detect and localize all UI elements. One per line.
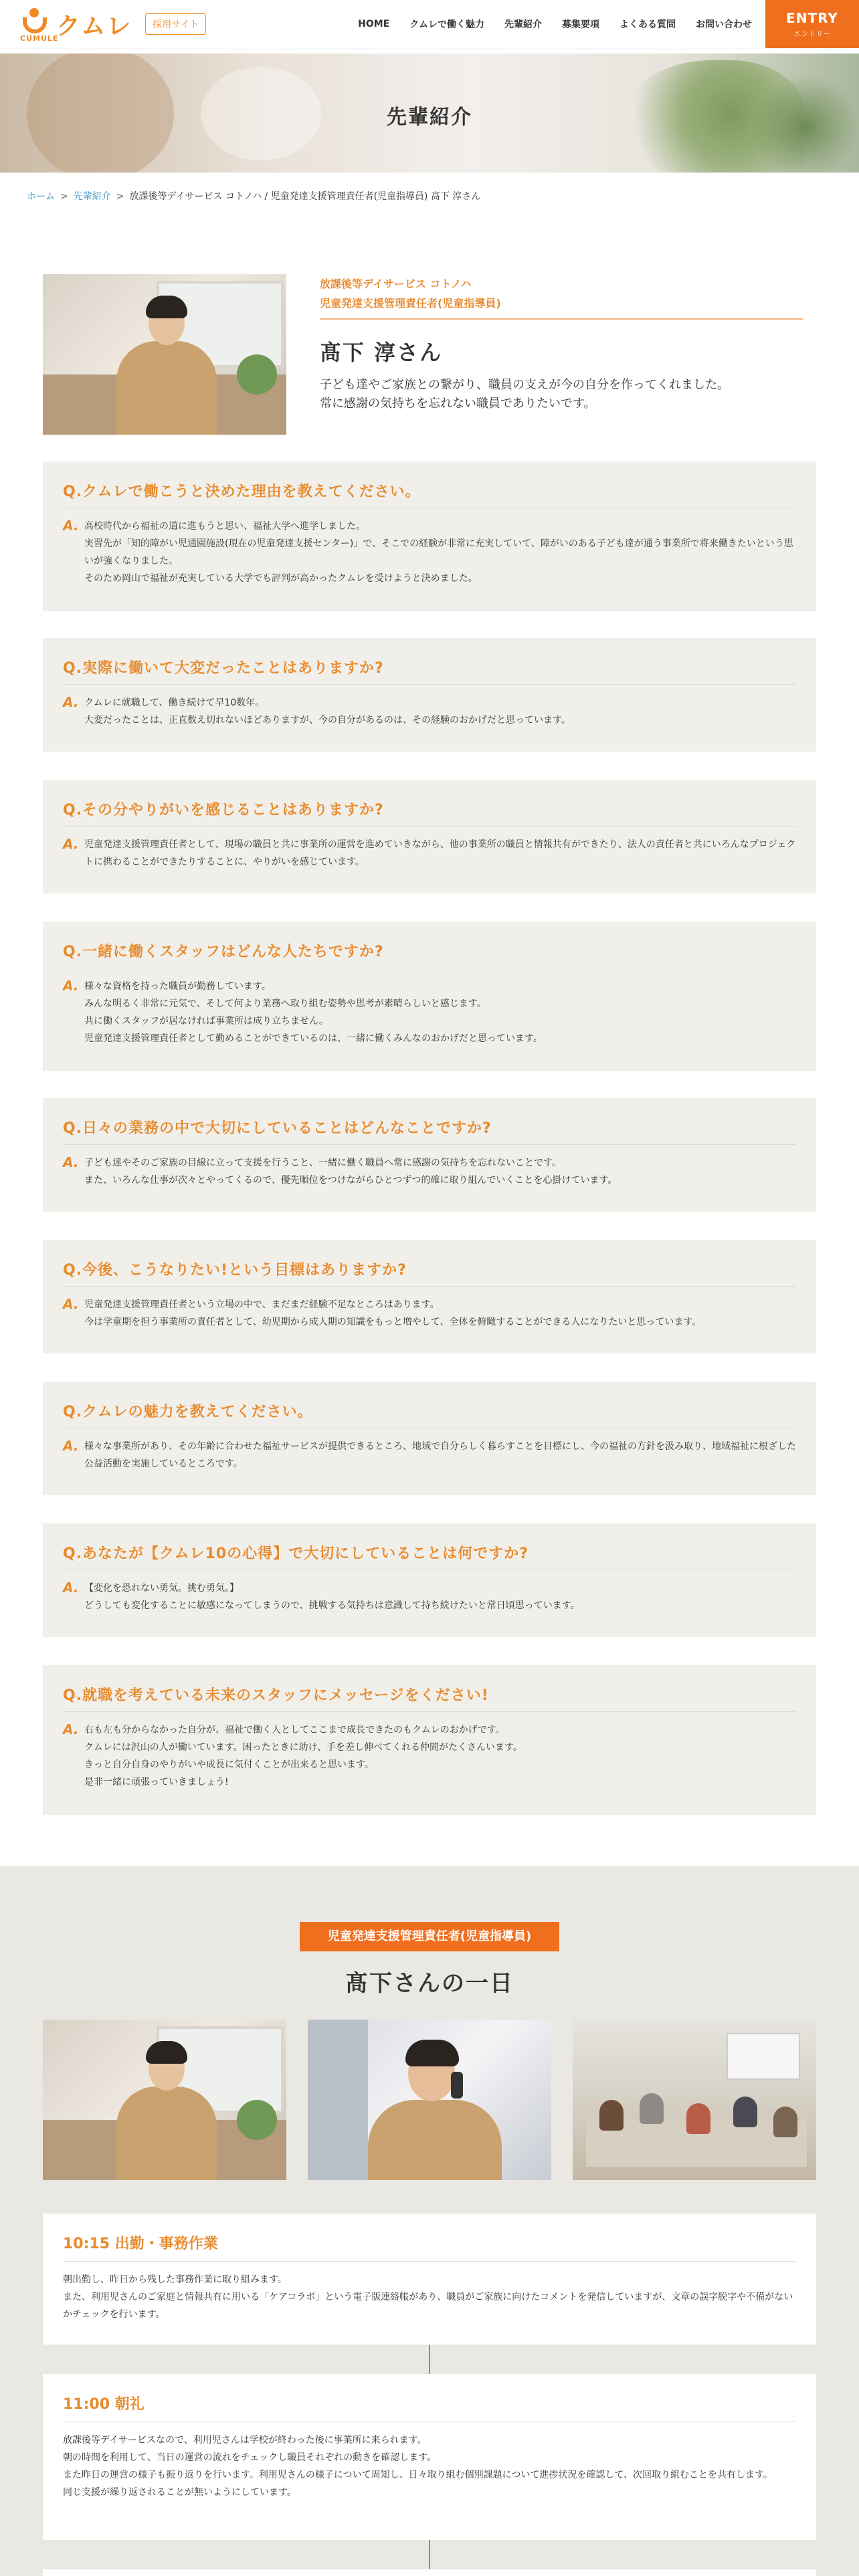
qa-answer-line: 是非一緒に頑張っていきましょう! (84, 1777, 229, 1788)
answer-mark-icon: A. (63, 978, 79, 994)
answer-mark-icon: A. (63, 836, 79, 852)
entry-label-jp: エントリー (793, 29, 831, 38)
qa-divider (63, 826, 796, 827)
answer-mark-icon: A. (63, 518, 79, 534)
profile-description-line: 子ども達やご家族との繋がり、職員の支えが今の自分を作ってくれました。 (320, 378, 729, 392)
schedule-divider (63, 2261, 796, 2262)
qa-card (43, 1382, 816, 1495)
breadcrumb-separator: > (60, 191, 68, 202)
qa-answer-line: 共に働くスタッフが居なければ事業所は成り立ちません。 (84, 1016, 328, 1027)
breadcrumb (27, 189, 480, 203)
schedule-time: 10:15 出勤・事務作業 (63, 2236, 218, 2252)
entry-button[interactable] (765, 0, 859, 48)
qa-answer-line: どうしても変化することに敏感になってしまうので、挑戦する気持ちは意識して持ち続けたいと常日頃思っています。 (84, 1600, 580, 1611)
qa-card (43, 638, 816, 752)
qa-answer-line: 右も左も分からなかった自分が、福祉で働く人としてここまで成長できたのもクムレのおかげです。 (84, 1725, 505, 1735)
profile-info (320, 274, 803, 413)
schedule-card (43, 2214, 816, 2345)
qa-divider (63, 684, 796, 685)
timeline-connector (429, 2345, 430, 2374)
qa-card (43, 1665, 816, 1815)
qa-answer-line: 児童発達支援管理責任者として、現場の職員と共に事業所の運営を進めていきながら、他の事業所の職員と情報共有ができたり、法人の責任者と共にいろんなプロジェクトに携わることができたりすることに、やりがいを感じています。 (84, 839, 796, 867)
main-nav (358, 0, 752, 48)
answer-mark-icon: A. (63, 694, 79, 710)
schedule-card (43, 2374, 816, 2540)
qa-answer-line: 高校時代から福祉の道に進もうと思い、福祉大学へ進学しました。 (84, 521, 365, 532)
day-photo-2 (308, 2020, 551, 2180)
answer-mark-icon: A. (63, 1580, 79, 1596)
schedule-line: 朝の時間を利用して、当日の運営の流れをチェックし職員それぞれの動きを確認します。 (63, 2452, 437, 2463)
nav-requirements[interactable]: 募集要項 (562, 19, 599, 30)
qa-answer-line: 児童発達支援管理責任者として勤めることができているのは、一緒に働くみんなのおかげだと思っています。 (84, 1033, 543, 1044)
profile-divider (320, 318, 803, 320)
logo-sub-text: CUMULE (20, 34, 59, 43)
schedule-line: 朝出勤し、昨日から残した事務作業に取り組みます。 (63, 2274, 287, 2285)
schedule-line: 同じ支援が繰り返されることが無いようにしています。 (63, 2487, 296, 2498)
profile-role-line: 児童発達支援管理責任者(児童指導員) (320, 297, 501, 310)
qa-question: Q.今後、こうなりたい!という目標はありますか? (63, 1262, 407, 1279)
profile-org-line: 放課後等デイサービス コトノハ (320, 278, 472, 290)
qa-answer (63, 836, 796, 871)
breadcrumb-separator: > (116, 191, 124, 202)
qa-answer (63, 518, 796, 587)
breadcrumb-parent-link[interactable]: 先輩紹介 (73, 191, 111, 202)
qa-answer (63, 1721, 796, 1791)
answer-mark-icon: A. (63, 1721, 79, 1737)
timeline-connector (429, 2540, 430, 2569)
qa-question: Q.あなたが【クムレ10の心得】で大切にしていることは何ですか? (63, 1545, 529, 1562)
qa-answer-line: みんな明るく非常に元気で、そして何より業務へ取り組む姿勢や思考が素晴らしいと感じます。 (84, 998, 486, 1009)
logo-text: クムレ (56, 12, 132, 40)
qa-card (43, 1240, 816, 1354)
profile-photo (43, 274, 286, 435)
qa-answer-line: 子ども達やそのご家族の目線に立って支援を行うこと、一緒に働く職員へ常に感謝の気持ちを忘れないことです。 (84, 1158, 561, 1168)
section-title: 髙下さんの一日 (345, 1970, 514, 1997)
profile-name: 髙下 淳さん (320, 340, 443, 365)
answer-mark-icon: A. (63, 1154, 79, 1170)
schedule-line: また昨日の運営の様子も振り返りを行います。利用児さんの様子について周知し、日々取り組む個別課題について進捗状況を確認して、次回取り組むことを共有します。 (63, 2470, 773, 2480)
schedule-time: 11:00 朝礼 (63, 2396, 145, 2413)
qa-answer-line: 様々な事業所があり、その年齢に合わせた福祉サービスが提供できるところ、地域で自分らしく暮らすことを目標にし、今の福祉の方針を汲み取り、地域福祉に根ざした公益活動を実施しているところです。 (84, 1441, 796, 1469)
qa-answer-line: クムレに就職して、働き続けて早10数年。 (84, 697, 265, 708)
logo[interactable] (20, 5, 132, 43)
role-badge: 児童発達支援管理責任者(児童指導員) (300, 1922, 559, 1951)
qa-answer-line: きっと自分自身のやりがいや成長に気付くことが出来ると思います。 (84, 1759, 374, 1770)
qa-answer-line: そのため岡山で福祉が充実している大学でも評判が高かったクムレを受けようと決めました。 (84, 573, 478, 584)
qa-divider (63, 1144, 796, 1145)
breadcrumb-current: 放課後等デイサービス コトノハ / 児童発達支援管理責任者(児童指導員) 髙下 淳さん (129, 191, 481, 202)
day-photo-3 (573, 2020, 816, 2180)
entry-label-en: ENTRY (786, 9, 838, 26)
qa-answer-line: クムレには沢山の人が働いています。困ったときに助け、手を差し伸べてくれる仲間がたくさんいます。 (84, 1742, 522, 1753)
daily-schedule-section (0, 1866, 859, 2576)
schedule-line: 放課後等デイサービスなので、利用児さんは学校が終わった後に事業所に来られます。 (63, 2435, 427, 2446)
recruit-site-tag: 採用サイト (145, 13, 206, 35)
qa-divider (63, 1286, 796, 1287)
qa-answer (63, 1154, 796, 1189)
qa-card (43, 780, 816, 893)
qa-question: Q.一緒に働くスタッフはどんな人たちですか? (63, 944, 384, 960)
qa-question: Q.実際に働いて大変だったことはありますか? (63, 660, 384, 677)
qa-answer (63, 978, 796, 1047)
qa-question: Q.就職を考えている未来のスタッフにメッセージをください! (63, 1687, 489, 1704)
qa-answer (63, 1438, 796, 1473)
qa-answer-line: 大変だったことは、正直数え切れないほどありますが、今の自分があるのは、その経験のおかげだと思っています。 (84, 715, 571, 726)
schedule-card (43, 2569, 816, 2576)
nav-faq[interactable]: よくある質問 (619, 19, 676, 30)
site-header (0, 0, 859, 48)
nav-attraction[interactable]: クムレで働く魅力 (409, 19, 484, 30)
qa-answer (63, 694, 796, 729)
qa-answer-line: 【変化を恐れない勇気。挑む勇気。】 (84, 1583, 239, 1594)
qa-answer-line: また、いろんな仕事が次々とやってくるので、優先順位をつけながらひとつずつ的確に取り組んでいくことを心掛けています。 (84, 1175, 617, 1186)
qa-answer-line: 今は学童期を担う事業所の責任者として、幼児期から成人期の知識をもっと増やして、全体を俯瞰することができる人になりたいと思っています。 (84, 1317, 702, 1327)
qa-question: Q.その分やりがいを感じることはありますか? (63, 802, 384, 819)
qa-divider (63, 1711, 796, 1712)
qa-question: Q.クムレで働こうと決めた理由を教えてください。 (63, 484, 421, 500)
qa-card (43, 922, 816, 1071)
qa-card (43, 1523, 816, 1637)
answer-mark-icon: A. (63, 1438, 79, 1454)
qa-card (43, 1098, 816, 1212)
qa-answer (63, 1580, 796, 1614)
qa-answer-line: 様々な資格を持った職員が勤務しています。 (84, 981, 271, 992)
profile-description (320, 376, 803, 413)
hero-banner (0, 53, 859, 173)
profile-description-line: 常に感謝の気持ちを忘れない職員でありたいです。 (320, 397, 596, 411)
answer-mark-icon: A. (63, 1296, 79, 1312)
nav-seniors[interactable]: 先輩紹介 (504, 19, 542, 30)
qa-answer-line: 実習先が「知的障がい児通園施設(現在の児童発達支援センター)」で、そこでの経験が非常に充実していて、障がいのある子ども達が通う事業所で将来働きたいという思いが強くなりました。 (84, 538, 793, 566)
qa-card (43, 461, 816, 611)
qa-answer (63, 1296, 796, 1331)
qa-question: Q.日々の業務の中で大切にしていることはどんなことですか? (63, 1120, 492, 1137)
schedule-line: また、利用児さんのご家庭と情報共有に用いる「ケアコラボ」という電子版連絡帳があり、職員がご家族に向けたコメントを発信していますが、文章の誤字脱字や不備がないかチェックを行います。 (63, 2292, 793, 2320)
qa-answer-line: 児童発達支援管理責任者という立場の中で、まだまだ経験不足なところはあります。 (84, 1299, 440, 1310)
breadcrumb-home-link[interactable]: ホーム (27, 191, 55, 202)
qa-question: Q.クムレの魅力を教えてください。 (63, 1404, 313, 1420)
page-title: 先輩紹介 (387, 106, 472, 129)
day-photo-1 (43, 2020, 286, 2180)
nav-contact[interactable]: お問い合わせ (696, 19, 752, 30)
logo-mark-icon (20, 5, 59, 43)
nav-home[interactable]: HOME (358, 19, 390, 29)
